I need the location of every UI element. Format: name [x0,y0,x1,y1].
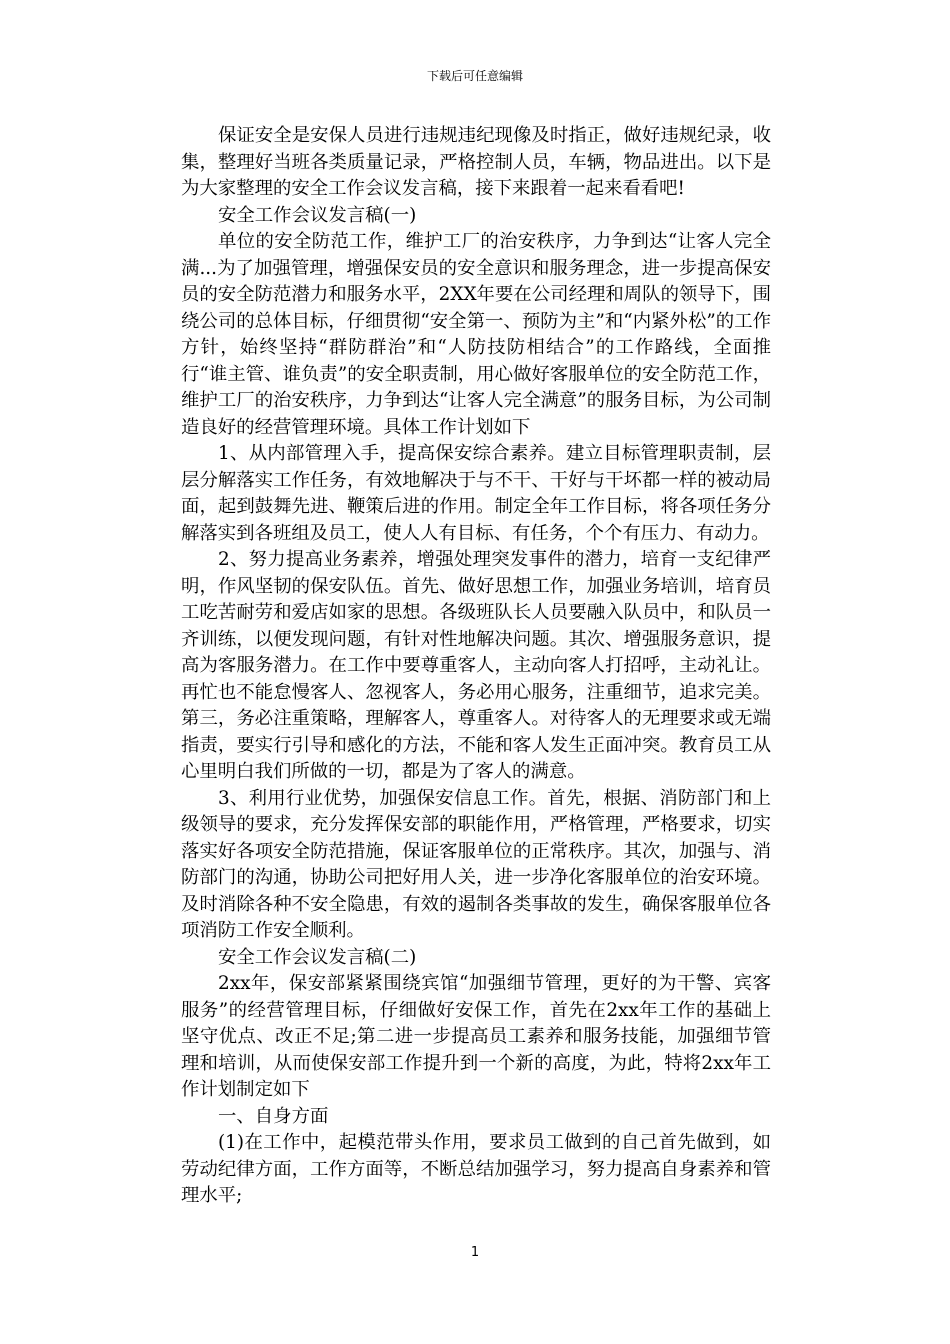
page-number: 1 [470,1245,480,1260]
subsection-heading: 一、自身方面 [218,1105,329,1127]
paragraph-item-2: 2、努力提高业务素养，增强处理突发事件的潜力，培育一支纪律严明，作风坚韧的保安队伍。首先、做好思想工作，加强业务培训，培育员工吃苦耐劳和爱店如家的思想。各级班队长人员要融入队员中，和队员一齐训练，以便发现问题，有针对性地解决问题。其次、增强服务意识，提高为客服务潜力。在工作中要尊重客人，主动向客人打招呼，主动礼让。再忙也不能怠慢客人、忽视客人，务必用心服务，注重细节，追求完美。第三，务必注重策略，理解客人，尊重客人。对待客人的无理要求或无端指责，要实行引导和感化的方法，不能和客人发生正面冲突。教育员工从心里明白我们所做的一切，都是为了客人的满意。 [181,549,771,782]
paragraph: (1)在工作中，起模范带头作用，要求员工做到的自己首先做到，如劳动纪律方面，工作方面等，不断总结加强学习，努力提高自身素养和管理水平; [181,1132,771,1206]
paragraph: 2xx年，保安部紧紧围绕宾馆“加强细节管理，更好的为干警、宾客服务”的经营管理目标，仔细做好安保工作，首先在2xx年工作的基础上坚守优点、改正不足;第二进一步提高员工素养和服务技能，加强细节管理和培训，从而使保安部工作提升到一个新的高度，为此，特将2xx年工作计划制定如下 [181,973,771,1100]
paragraph-item-1: 1、从内部管理入手，提高保安综合素养。建立目标管理职责制，层层分解落实工作任务，有效地解决于与不干、干好与干坏都一样的被动局面，起到鼓舞先进、鞭策后进的作用。制定全年工作目标，将各项任务分解落实到各班组及员工，使人人有目标、有任务，个个有压力、有动力。 [181,443,771,544]
page-header: 下载后可任意编辑 [426,69,523,83]
paragraph-item-3: 3、利用行业优势，加强保安信息工作。首先，根据、消防部门和上级领导的要求，充分发挥保安部的职能作用，严格管理，严格要求，切实落实好各项安全防范措施，保证客服单位的正常秩序。其次，加强与、消防部门的沟通，协助公司把好用人关，进一步净化客服单位的治安环境。及时消除各种不安全隐患，有效的遏制各类事故的发生，确保客服单位各项消防工作安全顺利。 [181,787,771,941]
paragraph-intro: 保证安全是安保人员进行违规违纪现像及时指正，做好违规纪录，收集，整理好当班各类质量记录，严格控制人员，车辆，物品进出。以下是为大家整理的安全工作会议发言稿，接下来跟着一起来看看吧! [181,125,771,199]
section-heading-2: 安全工作会议发言稿(二) [218,946,417,968]
document-body [181,123,771,1210]
paragraph: 单位的安全防范工作，维护工厂的治安秩序，力争到达“让客人完全满...为了加强管理，增强保安员的安全意识和服务理念，进一步提高保安员的安全防范潜力和服务水平，2XX年要在公司经理和周队的领导下，围绕公司的总体目标，仔细贯彻“安全第一、预防为主”和“内紧外松”的工作方针，始终坚持“群防群治”和“人防技防相结合”的工作路线，全面推行“谁主管、谁负责”的安全职责制，用心做好客服单位的安全防范工作，维护工厂的治安秩序，力争到达“让客人完全满意”的服务目标，为公司制造良好的经营管理环境。具体工作计划如下 [181,231,771,438]
section-heading-1: 安全工作会议发言稿(一) [218,204,417,226]
